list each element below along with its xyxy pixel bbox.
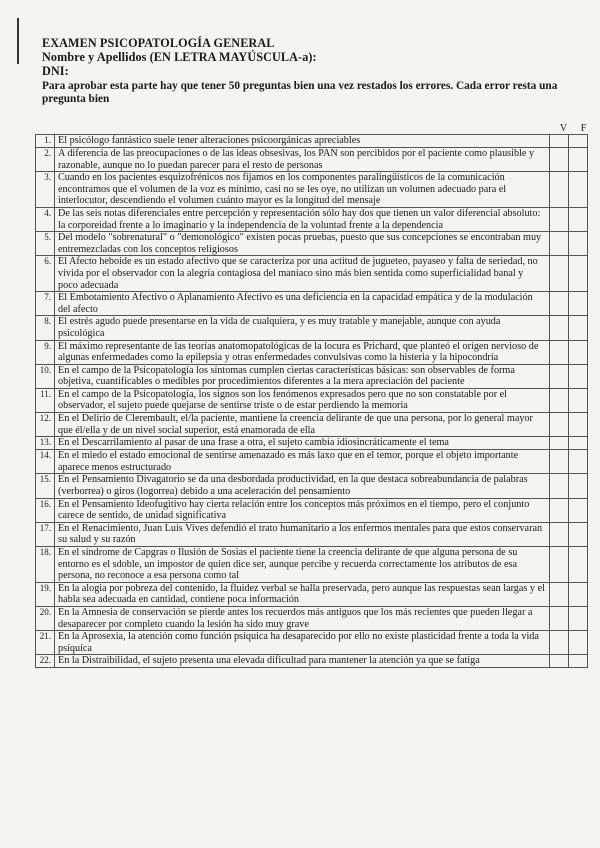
- answer-false-box[interactable]: [569, 316, 588, 340]
- answer-true-box[interactable]: [550, 256, 569, 292]
- question-text: En la alogia por pobreza del contenido, la fluidez verbal se halla preservada, pero aunque las respuestas sean largas y el habla sea adecuada en cantidad, contiene poca información: [55, 582, 550, 606]
- answer-false-box[interactable]: [569, 522, 588, 546]
- answer-true-box[interactable]: [550, 232, 569, 256]
- answer-true-box[interactable]: [550, 474, 569, 498]
- question-number: 12.: [36, 413, 55, 437]
- answer-false-box[interactable]: [569, 207, 588, 231]
- answer-false-box[interactable]: [569, 450, 588, 474]
- question-row: [36, 547, 588, 583]
- question-number: 21.: [36, 631, 55, 655]
- answer-false-box[interactable]: [569, 655, 588, 668]
- question-text: El Afecto heboide es un estado afectivo que se caracteriza por una actitud de jugueteo, payaseo y falta de seriedad, no vivida por el observador con la alegría contagiosa del maníaco sino más bien sentida como superficialidad banal y poco adecuada: [55, 256, 550, 292]
- question-row: [36, 474, 588, 498]
- answer-true-box[interactable]: [550, 631, 569, 655]
- answer-true-box[interactable]: [550, 582, 569, 606]
- answer-true-box[interactable]: [550, 135, 569, 148]
- question-row: [36, 606, 588, 630]
- question-number: 6.: [36, 256, 55, 292]
- answer-false-box[interactable]: [569, 547, 588, 583]
- question-row: [36, 450, 588, 474]
- question-number: 15.: [36, 474, 55, 498]
- exam-title: EXAMEN PSICOPATOLOGÍA GENERAL: [42, 36, 275, 50]
- instructions: Para aprobar esta parte hay que tener 50 preguntas bien una vez restados los errores. Cada error resta una pregunta bien: [42, 80, 558, 105]
- answer-false-box[interactable]: [569, 340, 588, 364]
- answer-false-box[interactable]: [569, 256, 588, 292]
- question-text: En la Amnesia de conservación se pierde antes los recuerdos más antiguos que los más recientes que pueden llegar a desaparecer por completo cuando la lesión ha sido muy grave: [55, 606, 550, 630]
- question-number: 1.: [36, 135, 55, 148]
- answer-false-box[interactable]: [569, 437, 588, 450]
- answer-true-box[interactable]: [550, 606, 569, 630]
- question-text: En el Renacimiento, Juan Luis Vives defendió el trato humanitario a los enfermos mentales para que estos conservaran su salud y su razón: [55, 522, 550, 546]
- answer-true-box[interactable]: [550, 148, 569, 172]
- answer-false-box[interactable]: [569, 292, 588, 316]
- question-number: 19.: [36, 582, 55, 606]
- answer-true-box[interactable]: [550, 450, 569, 474]
- question-row: [36, 256, 588, 292]
- question-text: El psicólogo fantástico suele tener alteraciones psicoorgánicas apreciables: [55, 135, 550, 148]
- question-text: Cuando en los pacientes esquizofrénicos nos fijamos en los componentes paralingüísticos de la comunicación encontramos que el volumen de la voz es mínimo, casi no se les oye, no utilizan un volumen adecuado para el interlocutor, descendiendo el volumen cuánto mayor es la longitud del mensaje: [55, 172, 550, 208]
- answer-true-box[interactable]: [550, 207, 569, 231]
- question-row: [36, 148, 588, 172]
- question-number: 11.: [36, 388, 55, 412]
- question-row: [36, 582, 588, 606]
- answer-true-box[interactable]: [550, 437, 569, 450]
- answer-false-box[interactable]: [569, 498, 588, 522]
- question-number: 17.: [36, 522, 55, 546]
- question-number: 2.: [36, 148, 55, 172]
- question-row: [36, 413, 588, 437]
- answer-true-box[interactable]: [550, 316, 569, 340]
- question-number: 13.: [36, 437, 55, 450]
- answer-false-box[interactable]: [569, 172, 588, 208]
- answer-false-box[interactable]: [569, 135, 588, 148]
- answer-false-box[interactable]: [569, 232, 588, 256]
- question-text: El máximo representante de las teorías anatomopatológicas de la locura es Prichard, que planteó el origen nervioso de algunas enfermedades como la epilepsia y otras enfermedades convulsivas como la histeria y la hipocondría: [55, 340, 550, 364]
- question-text: En el campo de la Psicopatología los síntomas cumplen ciertas características básicas: son observables de forma objetiva, cuantificables o medibles por procedimientos diferentes a la mera apreciación del paciente: [55, 364, 550, 388]
- question-number: 18.: [36, 547, 55, 583]
- question-number: 9.: [36, 340, 55, 364]
- answer-false-box[interactable]: [569, 364, 588, 388]
- question-row: [36, 207, 588, 231]
- question-text: El Embotamiento Afectivo o Aplanamiento Afectivo es una deficiencia en la capacidad empática y de la modulación del afecto: [55, 292, 550, 316]
- question-number: 3.: [36, 172, 55, 208]
- answer-true-box[interactable]: [550, 340, 569, 364]
- question-number: 22.: [36, 655, 55, 668]
- question-number: 16.: [36, 498, 55, 522]
- answer-false-box[interactable]: [569, 582, 588, 606]
- answer-false-box[interactable]: [569, 631, 588, 655]
- question-text: En la Distraibilidad, el sujeto presenta una elevada dificultad para mantener la atención ya que se fatiga: [55, 655, 550, 668]
- question-row: [36, 135, 588, 148]
- answer-false-box[interactable]: [569, 606, 588, 630]
- question-text: En el campo de la Psicopatología, los signos son los fenómenos expresados pero que no son constatable por el observador, el sujeto puede quejarse de sentirse triste o de estar perdiendo la memoria: [55, 388, 550, 412]
- column-header-f: F: [580, 123, 587, 134]
- question-text: El estrés agudo puede presentarse en la vida de cualquiera, y es muy tratable y manejable, aunque con ayuda psicológica: [55, 316, 550, 340]
- question-text: En el Delirio de Clerembault, el/la paciente, mantiene la creencia delirante de que una persona, por lo general mayor que él/ella y de un nivel social superior, está enamorada de ella: [55, 413, 550, 437]
- question-number: 7.: [36, 292, 55, 316]
- question-text: En el síndrome de Capgras o Ilusión de Sosias el paciente tiene la creencia delirante de que alguna persona de su entorno es el sdoble, un impostor de quien dice ser, aunque percibe y recuerda correctamente los atributos de esa persona, no reconoce a esa persona como tal: [55, 547, 550, 583]
- question-row: [36, 388, 588, 412]
- answer-true-box[interactable]: [550, 172, 569, 208]
- question-row: [36, 655, 588, 668]
- question-number: 20.: [36, 606, 55, 630]
- answer-true-box[interactable]: [550, 655, 569, 668]
- question-text: De las seis notas diferenciales entre percepción y representación sólo hay dos que tienen un valor diferencial absoluto: la corporeidad frente a lo imaginario y la independencia de la voluntad frente a la dependencia: [55, 207, 550, 231]
- question-text: En la Aprosexia, la atención como función psíquica ha desaparecido por ello no existe plasticidad frente a toda la vida psíquica: [55, 631, 550, 655]
- question-text: Del modelo "sobrenatural" o "demonológico" existen pocas pruebas, puesto que sus concepciones se encontraban muy entremezcladas con los conceptos religiosos: [55, 232, 550, 256]
- questions-table: [35, 134, 588, 668]
- question-row: [36, 340, 588, 364]
- answer-true-box[interactable]: [550, 522, 569, 546]
- question-text: A diferencia de las preocupaciones o de las ideas obsesivas, los PAN son percibidos por el paciente como plausible y razonable, aunque no lo puedan parecer para el resto de personas: [55, 148, 550, 172]
- answer-false-box[interactable]: [569, 148, 588, 172]
- answer-false-box[interactable]: [569, 474, 588, 498]
- question-row: [36, 498, 588, 522]
- name-field-label: Nombre y Apellidos (EN LETRA MAYÚSCULA-a):: [42, 50, 317, 64]
- question-row: [36, 631, 588, 655]
- answer-true-box[interactable]: [550, 498, 569, 522]
- question-row: [36, 172, 588, 208]
- question-row: [36, 437, 588, 450]
- answer-false-box[interactable]: [569, 388, 588, 412]
- question-row: [36, 316, 588, 340]
- question-text: En el Pensamiento Ideofugitivo hay cierta relación entre los conceptos más próximos en el tiempo, pero el conjunto carece de sentido, de unidad significativa: [55, 498, 550, 522]
- question-text: En el Descarrilamiento al pasar de una frase a otra, el sujeto cambia idiosincráticamente el tema: [55, 437, 550, 450]
- dni-field-label: DNI:: [42, 64, 69, 78]
- question-row: [36, 522, 588, 546]
- margin-mark: [17, 18, 19, 64]
- question-row: [36, 364, 588, 388]
- column-header-v: V: [559, 123, 568, 134]
- question-number: 14.: [36, 450, 55, 474]
- question-number: 5.: [36, 232, 55, 256]
- answer-true-box[interactable]: [550, 413, 569, 437]
- answer-true-box[interactable]: [550, 364, 569, 388]
- question-text: En el miedo el estado emocional de sentirse amenazado es más laxo que en el temor, porque el objeto importante aparece menos estructurado: [55, 450, 550, 474]
- answer-true-box[interactable]: [550, 547, 569, 583]
- exam-header: [42, 36, 582, 105]
- question-text: En el Pensamiento Divagatorio se da una desbordada productividad, en la que destaca sobreabundancia de palabras (verborrea) o giros (logorrea) debido a una aceleración del pensamiento: [55, 474, 550, 498]
- question-row: [36, 292, 588, 316]
- answer-true-box[interactable]: [550, 292, 569, 316]
- question-number: 8.: [36, 316, 55, 340]
- answer-true-box[interactable]: [550, 388, 569, 412]
- question-number: 10.: [36, 364, 55, 388]
- question-number: 4.: [36, 207, 55, 231]
- answer-false-box[interactable]: [569, 413, 588, 437]
- question-row: [36, 232, 588, 256]
